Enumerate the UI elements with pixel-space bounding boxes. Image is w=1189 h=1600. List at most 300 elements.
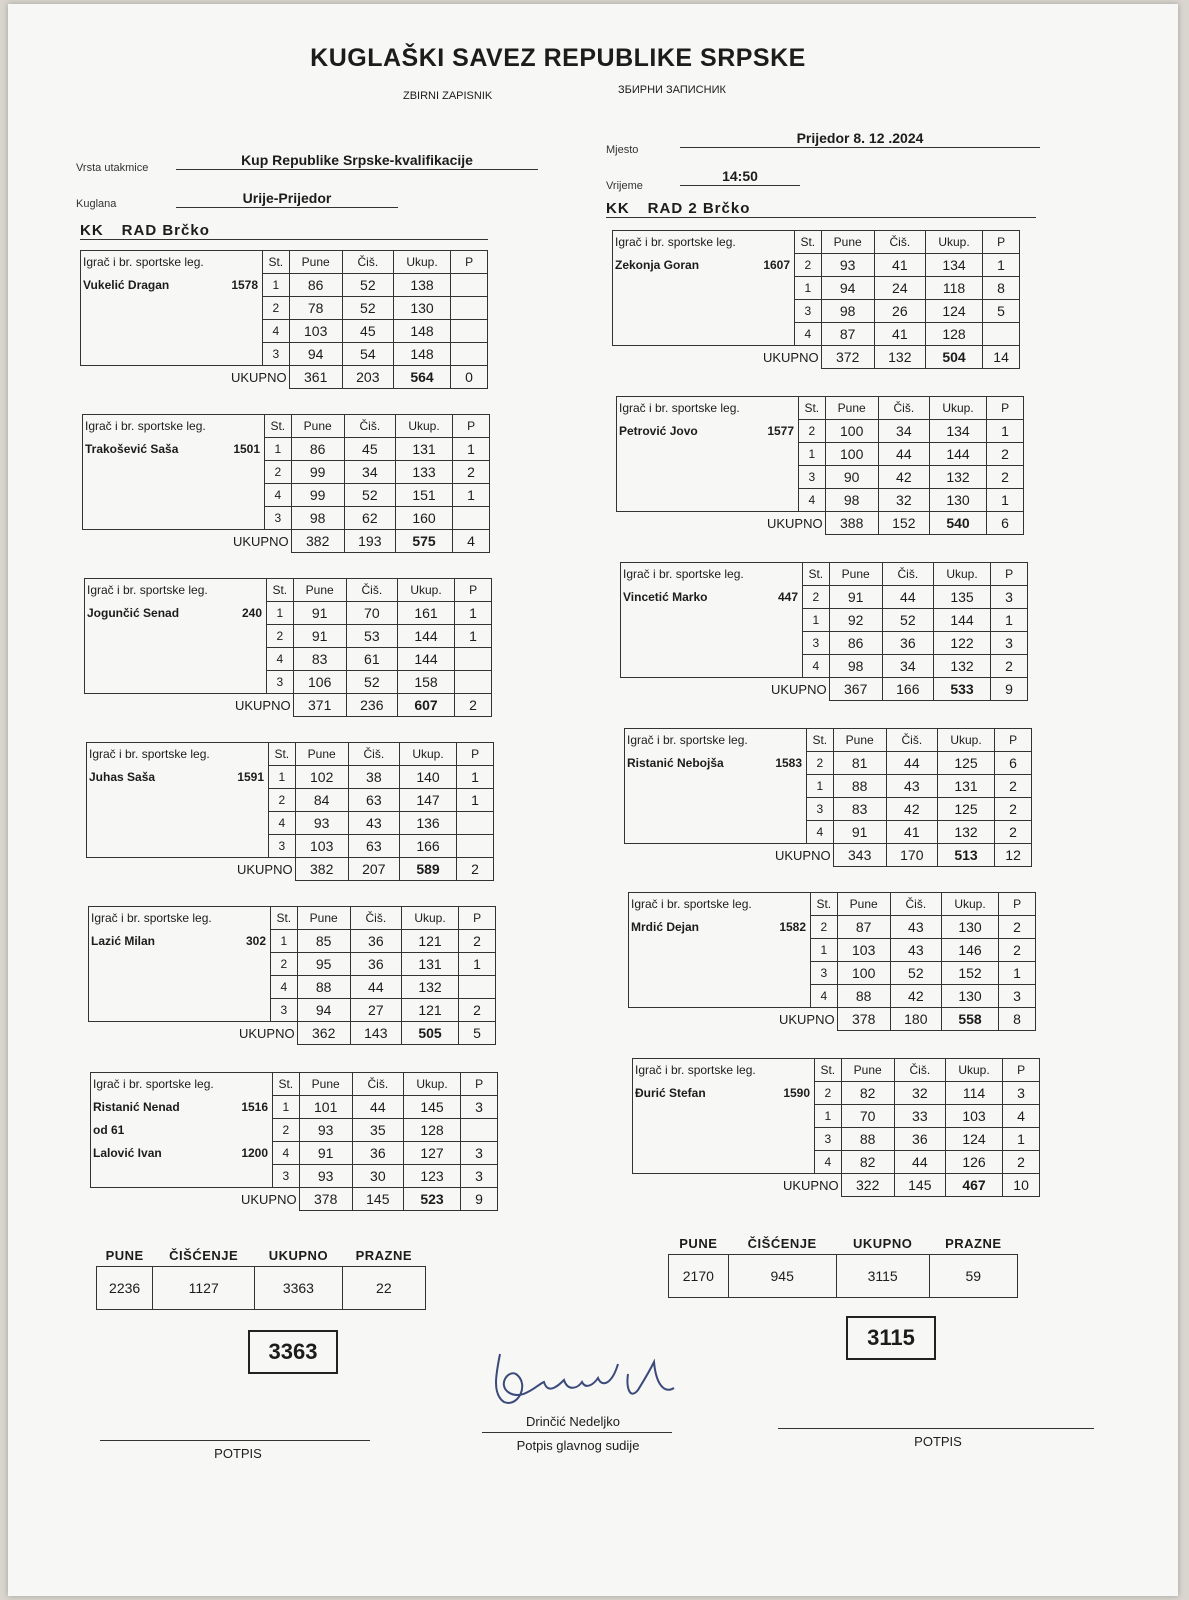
set-total: 130 <box>393 297 450 320</box>
clear-value: 36 <box>352 1142 403 1165</box>
clear-value: 43 <box>890 916 941 939</box>
match-type-label: Vrsta utakmice <box>76 162 149 174</box>
total-clear: 193 <box>344 530 395 553</box>
total-clear: 180 <box>890 1008 941 1031</box>
row-total-label: UKUPNO <box>629 1008 838 1031</box>
player-license: 240 <box>241 605 263 620</box>
set-row <box>91 1165 498 1188</box>
total-row <box>629 1008 1036 1031</box>
player-cell <box>617 489 799 512</box>
player-table <box>88 906 496 1045</box>
set-row <box>89 930 496 953</box>
set-row <box>629 916 1036 939</box>
player-cell <box>81 320 263 343</box>
summary-full: 2236 <box>97 1267 153 1310</box>
total-points: 9 <box>991 678 1028 701</box>
player-license: 1578 <box>231 277 259 292</box>
set-points: 1 <box>987 489 1024 512</box>
set-points: 1 <box>457 766 494 789</box>
set-points: 3 <box>461 1096 498 1119</box>
row-total-label: UKUPNO <box>87 858 296 881</box>
clear-value: 36 <box>350 930 401 953</box>
player-cell <box>613 277 795 300</box>
player-cell <box>89 999 271 1022</box>
player-cell <box>633 1105 815 1128</box>
player-name: Vukelić Dragan <box>83 278 170 292</box>
set-total: 161 <box>397 602 454 625</box>
player-column-header: Igrač i br. sportske leg. <box>85 579 267 602</box>
set-points: 2 <box>1003 1151 1040 1174</box>
set-points: 1 <box>987 420 1024 443</box>
full-value: 83 <box>293 648 346 671</box>
total-clear: 236 <box>346 694 397 717</box>
match-type-value: Kup Republike Srpske-kvalifikacije <box>176 152 538 170</box>
total-column-header: Ukup. <box>929 397 986 420</box>
set-column-header: St. <box>803 563 830 586</box>
score-sheet <box>8 4 1178 1596</box>
summary-total-label: UKUPNO <box>268 1247 329 1263</box>
player-name: Ristanić Nebojša <box>627 756 724 770</box>
player-license: 1516 <box>241 1099 269 1114</box>
full-column-header: Pune <box>289 251 342 274</box>
full-value: 103 <box>837 939 890 962</box>
set-points: 3 <box>1003 1082 1040 1105</box>
set-number: 2 <box>795 254 822 277</box>
player-table <box>624 728 1032 867</box>
set-number: 3 <box>803 632 830 655</box>
points-column-header: P <box>995 729 1032 752</box>
points-column-header: P <box>453 415 490 438</box>
player-name: Ristanić Nenad <box>93 1100 180 1114</box>
total-score: 589 <box>399 858 456 881</box>
set-points: 3 <box>461 1165 498 1188</box>
away-signature-label: POTPIS <box>914 1434 962 1449</box>
clear-value: 27 <box>350 999 401 1022</box>
set-row <box>613 300 1020 323</box>
total-points: 6 <box>987 512 1024 535</box>
full-value: 92 <box>829 609 882 632</box>
full-value: 85 <box>297 930 350 953</box>
summary-full-label: PUNE <box>105 1247 144 1263</box>
clear-value: 70 <box>346 602 397 625</box>
total-row <box>81 366 488 389</box>
set-column-header: St. <box>265 415 292 438</box>
set-number: 3 <box>271 999 298 1022</box>
set-row <box>621 586 1028 609</box>
set-total: 138 <box>393 274 450 297</box>
summary-clear-label: ČIŠĆENJE <box>747 1235 817 1251</box>
full-value: 93 <box>821 254 874 277</box>
set-row <box>633 1151 1040 1174</box>
clear-value: 24 <box>874 277 925 300</box>
set-total: 145 <box>403 1096 460 1119</box>
set-number: 2 <box>269 789 296 812</box>
set-number: 3 <box>273 1165 300 1188</box>
total-clear: 145 <box>352 1188 403 1211</box>
player-cell <box>81 297 263 320</box>
player-license: 1582 <box>779 919 807 934</box>
set-total: 130 <box>941 985 998 1008</box>
player-cell <box>621 655 803 678</box>
full-value: 93 <box>299 1119 352 1142</box>
total-points: 2 <box>457 858 494 881</box>
clear-value: 45 <box>344 438 395 461</box>
total-score: 523 <box>403 1188 460 1211</box>
full-value: 106 <box>293 671 346 694</box>
total-full: 362 <box>297 1022 350 1045</box>
points-column-header: P <box>461 1073 498 1096</box>
set-row <box>621 632 1028 655</box>
set-number: 2 <box>265 461 292 484</box>
set-total: 123 <box>403 1165 460 1188</box>
player-name: Trakošević Saša <box>85 442 179 456</box>
total-points: 5 <box>459 1022 496 1045</box>
total-column-header: Ukup. <box>941 893 998 916</box>
set-points <box>455 671 492 694</box>
total-points: 4 <box>453 530 490 553</box>
set-number: 2 <box>267 625 294 648</box>
set-row <box>613 254 1020 277</box>
set-number: 4 <box>807 821 834 844</box>
set-number: 4 <box>795 323 822 346</box>
set-number: 2 <box>807 752 834 775</box>
total-column-header: Ukup. <box>945 1059 1002 1082</box>
away-final-score: 3115 <box>846 1316 936 1360</box>
full-column-header: Pune <box>297 907 350 930</box>
player-column-header: Igrač i br. sportske leg. <box>91 1073 273 1096</box>
row-total-label: UKUPNO <box>89 1022 298 1045</box>
set-row <box>87 766 494 789</box>
set-row <box>613 323 1020 346</box>
row-total-label: UKUPNO <box>617 512 826 535</box>
summary-clear-label: ČIŠĆENJE <box>169 1247 239 1263</box>
set-number: 4 <box>811 985 838 1008</box>
player-name: Đurić Stefan <box>635 1086 706 1100</box>
set-number: 3 <box>267 671 294 694</box>
player-name: Vincetić Marko <box>623 590 708 604</box>
clear-column-header: Čiš. <box>352 1073 403 1096</box>
player-cell <box>89 976 271 999</box>
set-total: 166 <box>399 835 456 858</box>
clear-value: 63 <box>348 835 399 858</box>
set-row <box>613 277 1020 300</box>
player-column-header: Igrač i br. sportske leg. <box>629 893 811 916</box>
clear-value: 42 <box>890 985 941 1008</box>
player-cell <box>621 586 803 609</box>
full-value: 98 <box>825 489 878 512</box>
clear-value: 44 <box>882 586 933 609</box>
set-points <box>459 976 496 999</box>
total-row <box>89 1022 496 1045</box>
full-value: 86 <box>829 632 882 655</box>
set-row <box>87 789 494 812</box>
time-label: Vrijeme <box>606 180 643 192</box>
total-column-header: Ukup. <box>397 579 454 602</box>
row-total-label: UKUPNO <box>621 678 830 701</box>
set-column-header: St. <box>273 1073 300 1096</box>
summary-empty-label: PRAZNE <box>945 1235 1002 1251</box>
total-score: 467 <box>945 1174 1002 1197</box>
set-number: 1 <box>271 930 298 953</box>
set-number: 3 <box>799 466 826 489</box>
player-license: 1501 <box>233 441 261 456</box>
set-points: 1 <box>453 484 490 507</box>
total-full: 367 <box>829 678 882 701</box>
set-row <box>633 1082 1040 1105</box>
set-total: 140 <box>399 766 456 789</box>
full-column-header: Pune <box>299 1073 352 1096</box>
full-column-header: Pune <box>821 231 874 254</box>
clear-value: 36 <box>350 953 401 976</box>
points-column-header: P <box>983 231 1020 254</box>
set-row <box>629 985 1036 1008</box>
set-row <box>85 671 492 694</box>
player-license: 1583 <box>775 755 803 770</box>
clear-column-header: Čiš. <box>886 729 937 752</box>
set-points: 2 <box>987 443 1024 466</box>
referee-signature-image <box>478 1344 688 1414</box>
set-total: 103 <box>945 1105 1002 1128</box>
set-number: 2 <box>263 297 290 320</box>
set-column-header: St. <box>263 251 290 274</box>
total-score: 505 <box>401 1022 458 1045</box>
set-points <box>451 297 488 320</box>
total-score: 575 <box>395 530 452 553</box>
row-total-label: UKUPNO <box>625 844 834 867</box>
clear-value: 32 <box>894 1082 945 1105</box>
player-table <box>616 396 1024 535</box>
set-total: 144 <box>397 625 454 648</box>
player-cell <box>617 443 799 466</box>
clear-column-header: Čiš. <box>350 907 401 930</box>
full-column-header: Pune <box>829 563 882 586</box>
player-cell <box>633 1082 815 1105</box>
set-points <box>451 274 488 297</box>
clear-value: 52 <box>890 962 941 985</box>
full-value: 93 <box>299 1165 352 1188</box>
set-number: 2 <box>799 420 826 443</box>
total-full: 378 <box>837 1008 890 1031</box>
player-cell <box>613 300 795 323</box>
set-number: 1 <box>265 438 292 461</box>
set-row <box>621 609 1028 632</box>
player-cell <box>91 1096 273 1119</box>
clear-value: 44 <box>878 443 929 466</box>
full-value: 102 <box>295 766 348 789</box>
player-column-header: Igrač i br. sportske leg. <box>617 397 799 420</box>
full-column-header: Pune <box>295 743 348 766</box>
set-row <box>87 835 494 858</box>
clear-value: 41 <box>874 323 925 346</box>
set-points <box>983 323 1020 346</box>
alley-label: Kuglana <box>76 198 117 210</box>
full-value: 90 <box>825 466 878 489</box>
set-column-header: St. <box>795 231 822 254</box>
set-number: 4 <box>267 648 294 671</box>
player-cell <box>87 835 269 858</box>
set-row <box>89 953 496 976</box>
total-column-header: Ukup. <box>937 729 994 752</box>
set-number: 3 <box>811 962 838 985</box>
player-cell <box>89 930 271 953</box>
set-total: 147 <box>399 789 456 812</box>
player-cell <box>633 1128 815 1151</box>
clear-value: 35 <box>352 1119 403 1142</box>
summary-clear: 1127 <box>153 1267 255 1310</box>
total-score: 533 <box>933 678 990 701</box>
points-column-header: P <box>455 579 492 602</box>
player-cell <box>91 1142 273 1165</box>
player-license: 447 <box>777 589 799 604</box>
set-number: 1 <box>807 775 834 798</box>
home-signature-line <box>100 1440 370 1441</box>
player-table <box>90 1072 498 1211</box>
set-points: 1 <box>459 953 496 976</box>
set-number: 3 <box>265 507 292 530</box>
total-row <box>613 346 1020 369</box>
full-value: 91 <box>293 625 346 648</box>
player-cell <box>629 962 811 985</box>
full-value: 91 <box>293 602 346 625</box>
referee-label: Potpis glavnog sudije <box>516 1438 640 1453</box>
player-license: 1591 <box>237 769 265 784</box>
set-total: 144 <box>929 443 986 466</box>
set-number: 3 <box>807 798 834 821</box>
total-full: 382 <box>295 858 348 881</box>
player-cell <box>83 507 265 530</box>
set-number: 3 <box>269 835 296 858</box>
points-column-header: P <box>1003 1059 1040 1082</box>
player-cell <box>91 1165 273 1188</box>
set-total: 144 <box>933 609 990 632</box>
total-points: 8 <box>999 1008 1036 1031</box>
player-cell <box>85 625 267 648</box>
row-total-label: UKUPNO <box>85 694 294 717</box>
full-value: 87 <box>821 323 874 346</box>
clear-value: 61 <box>346 648 397 671</box>
set-row <box>91 1119 498 1142</box>
clear-value: 26 <box>874 300 925 323</box>
set-row <box>621 655 1028 678</box>
full-column-header: Pune <box>837 893 890 916</box>
full-column-header: Pune <box>841 1059 894 1082</box>
home-signature-label: POTPIS <box>214 1446 262 1461</box>
total-clear: 166 <box>882 678 933 701</box>
total-full: 372 <box>821 346 874 369</box>
clear-value: 30 <box>352 1165 403 1188</box>
set-points: 1 <box>455 602 492 625</box>
set-points: 2 <box>995 798 1032 821</box>
points-column-header: P <box>457 743 494 766</box>
set-points <box>457 812 494 835</box>
full-value: 101 <box>299 1096 352 1119</box>
player-table <box>80 250 488 389</box>
total-points: 12 <box>995 844 1032 867</box>
clear-column-header: Čiš. <box>894 1059 945 1082</box>
total-row <box>633 1174 1040 1197</box>
player-cell <box>625 775 807 798</box>
full-column-header: Pune <box>825 397 878 420</box>
set-points: 1 <box>999 962 1036 985</box>
set-total: 121 <box>401 999 458 1022</box>
player-cell <box>617 420 799 443</box>
clear-value: 52 <box>342 297 393 320</box>
set-row <box>81 320 488 343</box>
player-cell <box>83 461 265 484</box>
player-cell <box>617 466 799 489</box>
set-points: 2 <box>453 461 490 484</box>
full-value: 99 <box>291 461 344 484</box>
set-number: 1 <box>811 939 838 962</box>
set-points: 2 <box>999 939 1036 962</box>
player-license: 1590 <box>783 1085 811 1100</box>
set-points: 3 <box>991 586 1028 609</box>
set-number: 2 <box>271 953 298 976</box>
set-total: 131 <box>401 953 458 976</box>
set-number: 1 <box>803 609 830 632</box>
subtitle-latin: ZBIRNI ZAPISNIK <box>403 90 493 102</box>
full-value: 98 <box>821 300 874 323</box>
set-number: 1 <box>273 1096 300 1119</box>
clear-column-header: Čiš. <box>874 231 925 254</box>
set-number: 4 <box>269 812 296 835</box>
player-table <box>84 578 492 717</box>
clear-value: 43 <box>890 939 941 962</box>
set-total: 158 <box>397 671 454 694</box>
full-column-header: Pune <box>833 729 886 752</box>
summary-full-label: PUNE <box>679 1235 718 1251</box>
set-points: 1 <box>455 625 492 648</box>
set-row <box>87 812 494 835</box>
total-score: 540 <box>929 512 986 535</box>
player-table <box>86 742 494 881</box>
total-score: 607 <box>397 694 454 717</box>
total-score: 558 <box>941 1008 998 1031</box>
player-name: Mrdić Dejan <box>631 920 700 934</box>
set-row <box>83 507 490 530</box>
player-cell <box>83 438 265 461</box>
total-clear: 152 <box>878 512 929 535</box>
substitute-name: Lalović Ivan <box>93 1146 162 1160</box>
full-value: 81 <box>833 752 886 775</box>
player-cell <box>87 812 269 835</box>
set-total: 125 <box>937 752 994 775</box>
set-row <box>89 999 496 1022</box>
player-column-header: Igrač i br. sportske leg. <box>89 907 271 930</box>
set-row <box>81 274 488 297</box>
player-name: Zekonja Goran <box>615 258 700 272</box>
home-summary-table <box>96 1244 426 1310</box>
full-value: 87 <box>837 916 890 939</box>
full-value: 86 <box>289 274 342 297</box>
set-column-header: St. <box>269 743 296 766</box>
total-score: 513 <box>937 844 994 867</box>
set-total: 133 <box>395 461 452 484</box>
full-value: 94 <box>289 343 342 366</box>
player-column-header: Igrač i br. sportske leg. <box>633 1059 815 1082</box>
player-column-header: Igrač i br. sportske leg. <box>87 743 269 766</box>
clear-column-header: Čiš. <box>344 415 395 438</box>
clear-value: 45 <box>342 320 393 343</box>
player-table <box>632 1058 1040 1197</box>
summary-empty: 22 <box>342 1267 425 1310</box>
set-total: 128 <box>925 323 982 346</box>
player-table <box>628 892 1036 1031</box>
set-total: 148 <box>393 343 450 366</box>
set-row <box>83 461 490 484</box>
set-row <box>85 602 492 625</box>
total-row <box>83 530 490 553</box>
